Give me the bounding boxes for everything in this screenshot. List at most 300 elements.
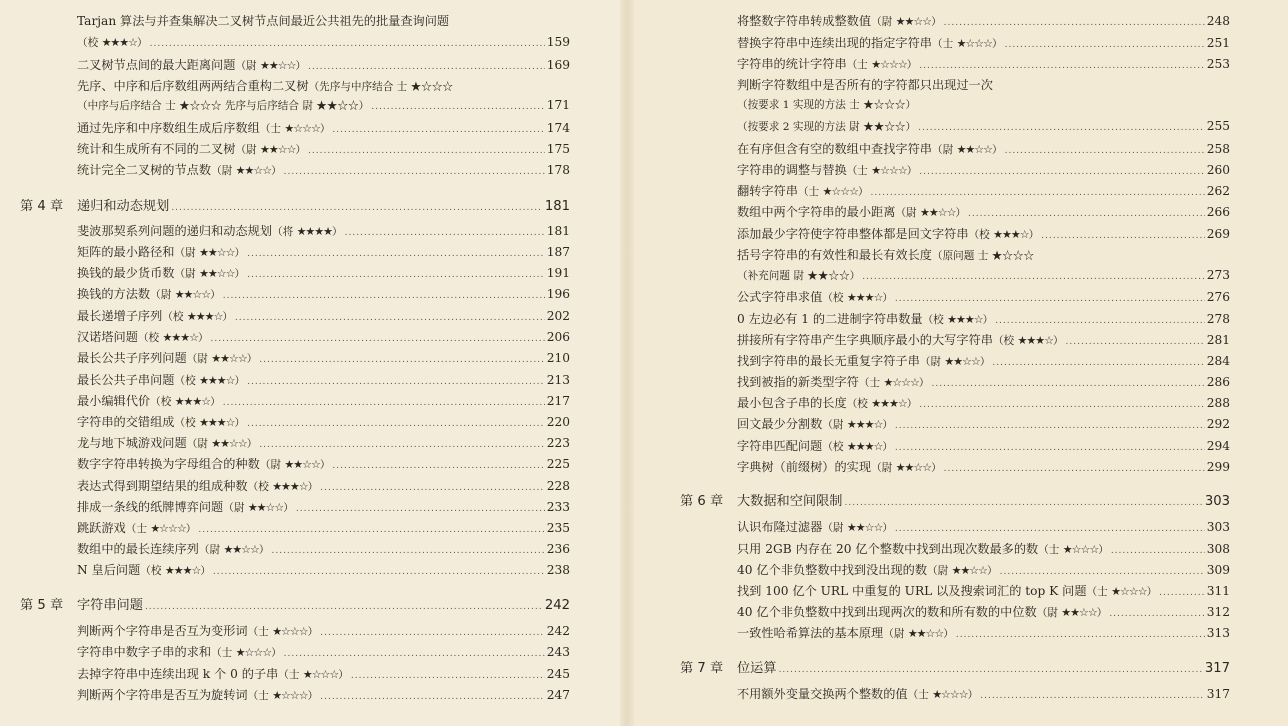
toc-entry (77, 119, 570, 137)
toc-entry (77, 392, 570, 410)
page-number: 303 (1204, 494, 1230, 509)
entry-title: 判断两个字符串是否互为旋转词 (77, 688, 248, 702)
entry-title: 40 亿个非负整数中找到没出现的数 (737, 563, 928, 577)
entry-difficulty: （尉 ★★☆☆） (1036, 606, 1108, 619)
leader-dots (320, 483, 545, 493)
difficulty-rank: 校 (87, 37, 99, 49)
page-number: 210 (546, 351, 570, 365)
entry-title: 认识布隆过滤器 (737, 520, 823, 534)
difficulty-stars: ★☆☆☆ (956, 37, 993, 50)
difficulty-rank: 尉 (185, 268, 196, 280)
difficulty-rank: 校 (150, 565, 162, 577)
toc-entry (737, 288, 1230, 306)
difficulty-rank: 士 (136, 523, 147, 535)
difficulty-stars: ★★★☆ (846, 440, 883, 453)
difficulty-stars: ★★☆☆ (895, 15, 932, 28)
entry-title: 去掉字符串中连续出现 k 个 0 的子串 (77, 667, 279, 681)
entry-title: 统计和生成所有不同的二叉树 (77, 142, 236, 156)
leader-dots (320, 628, 545, 638)
toc-entry (77, 519, 570, 537)
leader-dots (895, 524, 1205, 534)
leader-dots (1066, 337, 1205, 347)
leader-dots (284, 167, 545, 177)
page-number: 217 (546, 394, 570, 408)
difficulty-stars: ★★★☆ (199, 374, 235, 387)
difficulty-stars: ★☆☆☆ (1062, 543, 1099, 556)
page-number: 317 (1206, 687, 1230, 701)
difficulty-stars: ★★☆☆ (920, 206, 956, 219)
difficulty-stars: ★★★☆ (101, 36, 138, 49)
entry-difficulty: （士 ★☆☆☆） (125, 522, 197, 535)
entry-title: 排成一条线的纸牌博弈问题 (77, 500, 224, 514)
entry-title: 最小包含子串的长度 (737, 396, 847, 410)
page-number: 299 (1206, 460, 1230, 474)
leader-dots (871, 188, 1205, 198)
page-number: 266 (1206, 205, 1230, 219)
entry-difficulty: （校 ★★★☆） (77, 36, 148, 49)
difficulty-stars: ★★★☆ (164, 564, 201, 577)
toc-entry (737, 540, 1230, 558)
entry-title: 只用 2GB 内存在 20 亿个整数中找到出现次数最多的数 (737, 542, 1039, 556)
leader-dots (918, 123, 1205, 133)
difficulty-stars: ★★★☆ (162, 331, 198, 344)
page-number: 220 (546, 415, 570, 429)
leader-dots (895, 443, 1205, 453)
entry-difficulty: （按要求 1 实现的方法 士 ★☆☆☆） (737, 99, 917, 111)
page-number: 245 (546, 667, 570, 681)
page-number: 225 (546, 457, 570, 471)
entry-difficulty: （士 ★☆☆☆） (1086, 585, 1158, 598)
leader-dots (284, 649, 545, 659)
toc-entry (737, 119, 1230, 137)
toc-entry (737, 624, 1230, 642)
leader-dots (247, 377, 545, 387)
difficulty-rank: 校 (857, 398, 868, 410)
page-number: 311 (1206, 584, 1230, 598)
difficulty-rank: 尉 (197, 438, 208, 450)
difficulty-rank: 校 (172, 311, 184, 323)
page-number: 181 (544, 199, 570, 214)
difficulty-stars: ★★★☆ (272, 480, 308, 493)
difficulty-stars: ★★☆☆ (260, 59, 296, 72)
entry-title: 最小编辑代价 (77, 394, 151, 408)
leader-dots (223, 398, 545, 408)
difficulty-stars: ★★☆☆ (907, 627, 944, 640)
difficulty-stars: ★★★☆ (1017, 334, 1053, 347)
toc-entry (737, 225, 1230, 243)
entry-difficulty: （校 ★★★☆） (247, 480, 319, 493)
leader-dots (259, 440, 544, 450)
page-number: 174 (546, 121, 570, 135)
page-number: 288 (1206, 396, 1230, 410)
leader-dots (1005, 40, 1205, 50)
toc-entry (737, 34, 1230, 52)
page-number: 308 (1206, 542, 1230, 556)
entry-title: 找到 100 亿个 URL 中重复的 URL 以及搜索词汇的 top K 问题 (737, 584, 1087, 598)
chapter-number: 第 5 章 (20, 598, 64, 613)
toc-entry (77, 434, 570, 452)
entry-difficulty: （尉 ★★☆☆） (186, 352, 258, 365)
difficulty-rank: 尉 (160, 289, 172, 301)
leader-dots (296, 504, 545, 514)
page-number: 309 (1206, 563, 1230, 577)
entry-difficulty: （尉 ★★☆☆） (932, 143, 1003, 156)
leader-dots (1111, 546, 1205, 556)
leader-dots (895, 294, 1205, 304)
difficulty-stars: ★★☆☆ (284, 458, 320, 471)
page-number: 175 (546, 142, 570, 156)
toc-entry (77, 12, 449, 30)
page-number: 258 (1206, 142, 1230, 156)
entry-difficulty: （校 ★★★☆） (150, 395, 221, 408)
difficulty-stars: ★☆☆☆ (871, 164, 907, 177)
difficulty-rank: 尉 (930, 356, 941, 368)
entry-title: 括号字符串的有效性和最长有效长度 (737, 248, 932, 262)
difficulty-rank: 士 (221, 647, 233, 659)
leader-dots (308, 62, 545, 72)
difficulty-rank: 士 (270, 123, 281, 135)
leader-dots (235, 313, 545, 323)
entry-title: 龙与地下城游戏问题 (77, 436, 187, 450)
difficulty-rank: 校 (832, 441, 844, 453)
page-number: 238 (546, 563, 570, 577)
toc-entry (737, 518, 1230, 536)
chapter-title: 字符串问题 (77, 598, 143, 613)
difficulty-rank: 尉 (246, 144, 257, 156)
entry-title: N 皇后问题 (77, 563, 141, 577)
entry-title: 通过先序和中序数组生成后序数组 (77, 121, 260, 135)
entry-title: 字典树（前缀树）的实现 (737, 460, 872, 474)
entry-title: 二叉树节点间的最大距离问题 (77, 58, 236, 72)
page-number: 269 (1206, 227, 1230, 241)
entry-difficulty: （士 ★☆☆☆） (1038, 543, 1109, 556)
left-page (0, 0, 624, 726)
difficulty-stars: ★★☆☆ (223, 543, 259, 556)
toc-entry (737, 561, 1230, 579)
difficulty-rank: 尉 (246, 60, 257, 72)
entry-difficulty: （尉 ★★☆☆） (927, 564, 998, 577)
toc-entry (737, 161, 1230, 179)
toc-entry (737, 182, 1230, 200)
entry-title: 跳跃游戏 (77, 521, 126, 535)
page-number: 262 (1206, 184, 1230, 198)
entry-title: 数字字符串转换为字母组合的种数 (77, 457, 260, 471)
leader-dots (992, 358, 1204, 368)
entry-title: 判断字符数组中是否所有的字符都只出现过一次 (737, 78, 993, 92)
toc-entry (737, 97, 916, 115)
entry-difficulty: （尉 ★★☆☆） (186, 437, 258, 450)
entry-difficulty: （尉 ★★☆☆） (871, 461, 942, 474)
entry-difficulty: （尉 ★★☆☆） (822, 521, 893, 534)
difficulty-stars: ★☆☆☆ (1111, 585, 1147, 598)
leader-dots (171, 203, 543, 213)
page-number: 294 (1206, 439, 1230, 453)
chapter-heading (20, 195, 570, 215)
entry-difficulty: （尉 ★★☆☆） (174, 246, 246, 259)
difficulty-stars: ★★☆☆ (895, 461, 932, 474)
entry-difficulty: （校 ★★★☆） (140, 564, 211, 577)
page-number: 284 (1206, 354, 1230, 368)
leader-dots (345, 228, 545, 238)
entry-title: 0 左边必有 1 的二进制字符串数量 (737, 312, 923, 326)
toc-entry (737, 331, 1230, 349)
entry-difficulty: （校 ★★★☆） (822, 291, 893, 304)
page-number: 273 (1206, 268, 1230, 282)
toc-entry (737, 603, 1230, 621)
entry-difficulty: （尉 ★★☆☆） (174, 267, 246, 280)
toc-entry (77, 328, 570, 346)
toc-entry (77, 243, 570, 261)
entry-title: 斐波那契系列问题的递归和动态规划 (77, 224, 272, 238)
entry-difficulty: （尉 ★★☆☆） (223, 501, 294, 514)
entry-difficulty: （校 ★★★☆） (137, 331, 209, 344)
chapter-heading (680, 657, 1230, 677)
difficulty-rank: 校 (832, 292, 844, 304)
toc-entry (77, 222, 570, 240)
entry-difficulty: （士 ★☆☆☆） (846, 164, 918, 177)
leader-dots (980, 691, 1205, 701)
page-number: 281 (1206, 333, 1230, 347)
page-number: 206 (546, 330, 570, 344)
difficulty-stars: ★☆☆☆ (284, 122, 320, 135)
difficulty-rank: 士 (857, 165, 868, 177)
difficulty-stars: ★☆☆☆ (932, 688, 968, 701)
entry-difficulty: （士 ★☆☆☆） (907, 688, 979, 701)
toc-entry (77, 56, 570, 74)
page-number: 169 (546, 58, 570, 72)
toc-entry (737, 268, 1230, 286)
difficulty-rank: 尉 (881, 462, 893, 474)
difficulty-stars: ★☆☆☆ (871, 58, 907, 71)
difficulty-stars: ★★☆☆ (199, 267, 235, 280)
toc-entry (77, 686, 570, 704)
difficulty-stars: ★☆☆☆ (883, 376, 919, 389)
toc-entry (737, 76, 993, 94)
entry-title: 在有序但含有空的数组中查找字符串 (737, 142, 932, 156)
leader-dots (145, 602, 543, 612)
entry-difficulty: （士 ★☆☆☆） (858, 376, 930, 389)
difficulty-rank: 尉 (221, 165, 233, 177)
leader-dots (247, 249, 545, 259)
chapter-heading (20, 594, 570, 614)
page-number: 317 (1204, 661, 1230, 676)
entry-difficulty: （校 ★★★☆） (968, 228, 1040, 241)
difficulty-rank: 校 (185, 417, 196, 429)
toc-entry (737, 55, 1230, 73)
toc-entry (77, 455, 570, 473)
page-number: 242 (544, 598, 570, 613)
entry-difficulty: （士 ★☆☆☆） (278, 668, 349, 681)
right-page (630, 0, 1288, 726)
entry-title: 添加最少字符使字符串整体都是回文字符串 (737, 227, 969, 241)
page-number: 235 (546, 521, 570, 535)
difficulty-stars: ★★☆☆ (956, 143, 993, 156)
difficulty-rank: 校 (258, 481, 269, 493)
page-number: 242 (546, 624, 570, 638)
leader-dots (211, 334, 545, 344)
toc-entry (77, 622, 570, 640)
chapter-title: 位运算 (737, 661, 777, 676)
entry-difficulty: （将 ★★★★） (272, 225, 343, 238)
difficulty-stars: ★★★☆ (947, 313, 983, 326)
leader-dots (944, 18, 1205, 28)
entry-title: 字符串的统计字符串 (737, 57, 847, 71)
difficulty-rank: 士 (808, 186, 820, 198)
difficulty-stars: ★★★☆ (186, 310, 223, 323)
toc-entry (737, 582, 1230, 600)
entry-difficulty: （校 ★★★☆） (174, 416, 246, 429)
leader-dots (919, 61, 1204, 71)
toc-entry (77, 413, 570, 431)
entry-title: 先序、中序和后序数组两两结合重构二叉树 (77, 79, 309, 93)
entry-title: 统计完全二叉树的节点数 (77, 163, 212, 177)
difficulty-rank: 士 (1097, 586, 1108, 598)
entry-difficulty: （校 ★★★☆） (846, 397, 918, 410)
page-number: 312 (1206, 605, 1230, 619)
difficulty-rank: 尉 (942, 144, 954, 156)
difficulty-stars: ★☆☆☆ (822, 185, 858, 198)
page-number: 171 (546, 98, 570, 112)
entry-title: 替换字符串中连续出现的指定字符串 (737, 36, 932, 50)
entry-difficulty: （校 ★★★☆） (174, 374, 246, 387)
difficulty-stars: ★★★☆ (846, 291, 883, 304)
leader-dots (1041, 231, 1205, 241)
difficulty-rank: 尉 (197, 353, 208, 365)
leader-dots (919, 167, 1204, 177)
toc-entry (737, 310, 1230, 328)
entry-difficulty: （尉 ★★☆☆） (150, 288, 221, 301)
difficulty-stars: ★★☆☆ (199, 246, 235, 259)
leader-dots (198, 525, 544, 535)
difficulty-rank: 校 (933, 314, 944, 326)
difficulty-stars: ★★☆☆ (247, 501, 284, 514)
leader-dots (895, 421, 1205, 431)
page-number: 213 (546, 373, 570, 387)
chapter-heading (680, 490, 1230, 510)
difficulty-rank: 将 (282, 226, 294, 238)
page-number: 286 (1206, 375, 1230, 389)
toc-entry (737, 246, 1034, 264)
difficulty-stars: ★★★☆ (846, 418, 883, 431)
entry-difficulty: （尉 ★★☆☆） (235, 143, 307, 156)
difficulty-rank: 士 (1048, 544, 1060, 556)
entry-difficulty: （尉 ★★★☆） (822, 418, 893, 431)
difficulty-rank: 尉 (906, 207, 917, 219)
leader-dots (271, 546, 544, 556)
leader-dots (247, 419, 545, 429)
entry-difficulty: （按要求 2 实现的方法 尉 ★★☆☆） (737, 121, 917, 133)
toc-entry (737, 352, 1230, 370)
entry-difficulty: （士 ★☆☆☆） (247, 625, 319, 638)
entry-difficulty: （士 ★☆☆☆） (932, 37, 1003, 50)
leader-dots (919, 400, 1204, 410)
leader-dots (1005, 146, 1205, 156)
difficulty-stars: ★★★☆ (199, 416, 235, 429)
toc-entry (77, 665, 570, 683)
difficulty-rank: 尉 (270, 459, 281, 471)
leader-dots (351, 671, 545, 681)
toc-entry (77, 477, 570, 495)
difficulty-stars: ★☆☆☆ (302, 668, 339, 681)
difficulty-stars: ★★★★ (296, 225, 333, 238)
toc-entry (77, 498, 570, 516)
page-number: 178 (546, 163, 570, 177)
entry-difficulty: （士 ★☆☆☆） (259, 122, 331, 135)
book-gutter (620, 0, 634, 726)
entry-title: 拼接所有字符串产生字典顺序最小的大写字符串 (737, 333, 993, 347)
entry-title: 最长递增子序列 (77, 309, 163, 323)
entry-title: 不用额外变量交换两个整数的值 (737, 687, 908, 701)
entry-difficulty: （校 ★★★☆） (992, 334, 1064, 347)
toc-entry (737, 685, 1230, 703)
page-number: 278 (1206, 312, 1230, 326)
toc-entry (77, 77, 453, 95)
entry-difficulty: （校 ★★★☆） (922, 313, 994, 326)
entry-title: 换钱的最少货币数 (77, 266, 175, 280)
chapter-number: 第 6 章 (680, 494, 724, 509)
difficulty-stars: ★★☆☆ (1061, 606, 1097, 619)
entry-difficulty: （尉 ★★☆☆） (235, 59, 307, 72)
page-number: 292 (1206, 417, 1230, 431)
leader-dots (259, 355, 544, 365)
chapter-title: 递归和动态规划 (77, 199, 170, 214)
difficulty-rank: 士 (258, 690, 269, 702)
toc-entry (737, 203, 1230, 221)
difficulty-stars: ★★★☆ (993, 228, 1029, 241)
leader-dots (332, 125, 544, 135)
entry-title: 字符串匹配问题 (737, 439, 823, 453)
page-number: 159 (546, 35, 570, 49)
toc-entry (77, 349, 570, 367)
leader-dots (956, 630, 1205, 640)
page-number: 243 (546, 645, 570, 659)
difficulty-rank: 校 (979, 229, 990, 241)
difficulty-rank: 士 (288, 669, 300, 681)
difficulty-rank: 士 (918, 689, 929, 701)
difficulty-rank: 尉 (233, 502, 245, 514)
toc-entry (77, 98, 570, 116)
page-number: 196 (546, 287, 570, 301)
page-number: 247 (546, 688, 570, 702)
toc-entry (77, 643, 570, 661)
difficulty-rank: 尉 (1047, 607, 1058, 619)
difficulty-stars: ★★★☆ (871, 397, 907, 410)
entry-title: 字符串的交错组成 (77, 415, 175, 429)
chapter-title: 大数据和空间限制 (737, 494, 843, 509)
toc-entry (77, 371, 570, 389)
leader-dots (862, 272, 1204, 282)
entry-difficulty: （尉 ★★☆☆） (871, 15, 942, 28)
difficulty-stars: ★★☆☆ (951, 564, 988, 577)
entry-title: 回文最少分割数 (737, 417, 823, 431)
toc-entry (77, 307, 570, 325)
entry-difficulty: （校 ★★★☆） (822, 440, 893, 453)
page-number: 276 (1206, 290, 1230, 304)
leader-dots (931, 379, 1204, 389)
difficulty-stars: ★☆☆☆ (150, 522, 186, 535)
difficulty-stars: ★★☆☆ (944, 355, 980, 368)
entry-difficulty: （先序与中序结合 士 ★☆☆☆ (308, 81, 454, 93)
page-number: 313 (1206, 626, 1230, 640)
leader-dots (1000, 567, 1205, 577)
entry-title: 将整数字符串转成整数值 (737, 14, 872, 28)
entry-difficulty: （尉 ★★☆☆） (198, 543, 270, 556)
difficulty-rank: 尉 (185, 247, 196, 259)
entry-title: 找到字符串的最长无重复字符子串 (737, 354, 920, 368)
toc-entry (737, 394, 1230, 412)
leader-dots (223, 291, 545, 301)
page-number: 303 (1206, 520, 1230, 534)
